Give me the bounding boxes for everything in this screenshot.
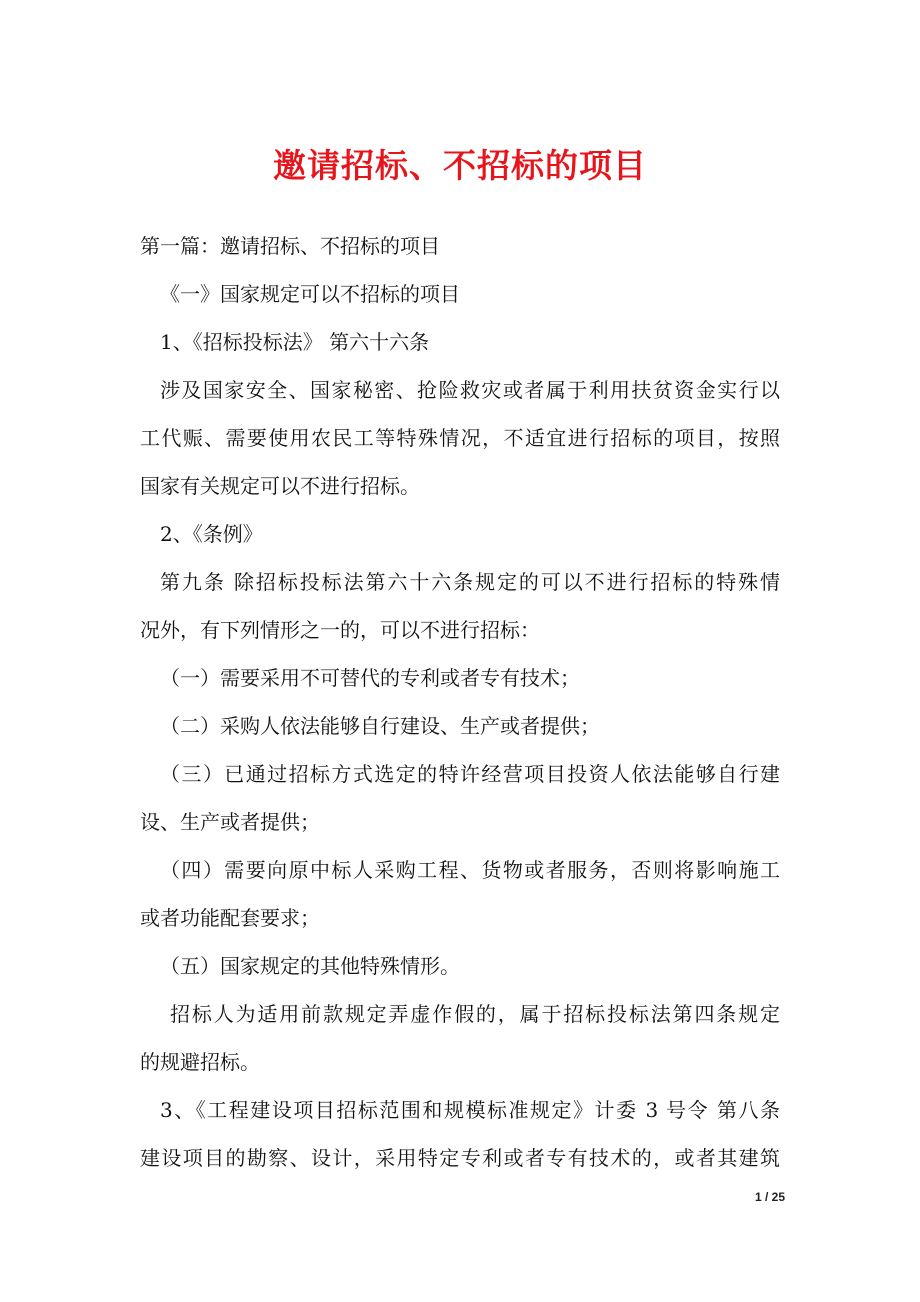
- paragraph-line: 第九条 除招标投标法第六十六条规定的可以不进行招标的特殊情: [160, 570, 780, 594]
- list-item-continuation: 设、生产或者提供；: [140, 810, 320, 834]
- clause-heading: 2、《条例》: [160, 522, 263, 546]
- clause-heading: 3、《工程建设项目招标范围和规模标准规定》计委 3 号令 第八条: [160, 1098, 780, 1122]
- section-heading: 第一篇：邀请招标、不招标的项目: [140, 234, 440, 258]
- paragraph-line: 国家有关规定可以不进行招标。: [140, 474, 420, 498]
- list-item: （四）需要向原中标人采购工程、货物或者服务，否则将影响施工: [160, 858, 780, 882]
- clause-heading: 1、《招标投标法》 第六十六条: [160, 330, 430, 354]
- list-item: （二）采购人依法能够自行建设、生产或者提供；: [160, 714, 600, 738]
- paragraph-line: 涉及国家安全、国家秘密、抢险救灾或者属于利用扶贫资金实行以: [160, 378, 780, 402]
- paragraph-line: 的规避招标。: [140, 1050, 260, 1074]
- subsection-heading: 《一》国家规定可以不招标的项目: [160, 282, 460, 306]
- page-number: 1 / 25: [754, 1190, 785, 1204]
- paragraph-line: 招标人为适用前款规定弄虚作假的，属于招标投标法第四条规定: [170, 1002, 780, 1026]
- paragraph-line: 建设项目的勘察、设计，采用特定专利或者专有技术的，或者其建筑: [140, 1146, 780, 1170]
- list-item-continuation: 或者功能配套要求；: [140, 906, 320, 930]
- list-item: （五）国家规定的其他特殊情形。: [160, 954, 460, 978]
- paragraph-line: 况外，有下列情形之一的，可以不进行招标：: [140, 618, 540, 642]
- list-item: （三）已通过招标方式选定的特许经营项目投资人依法能够自行建: [160, 762, 780, 786]
- document-title: 邀请招标、不招标的项目: [273, 146, 647, 185]
- paragraph-line: 工代赈、需要使用农民工等特殊情况，不适宜进行招标的项目，按照: [140, 426, 780, 450]
- list-item: （一）需要采用不可替代的专利或者专有技术；: [160, 666, 580, 690]
